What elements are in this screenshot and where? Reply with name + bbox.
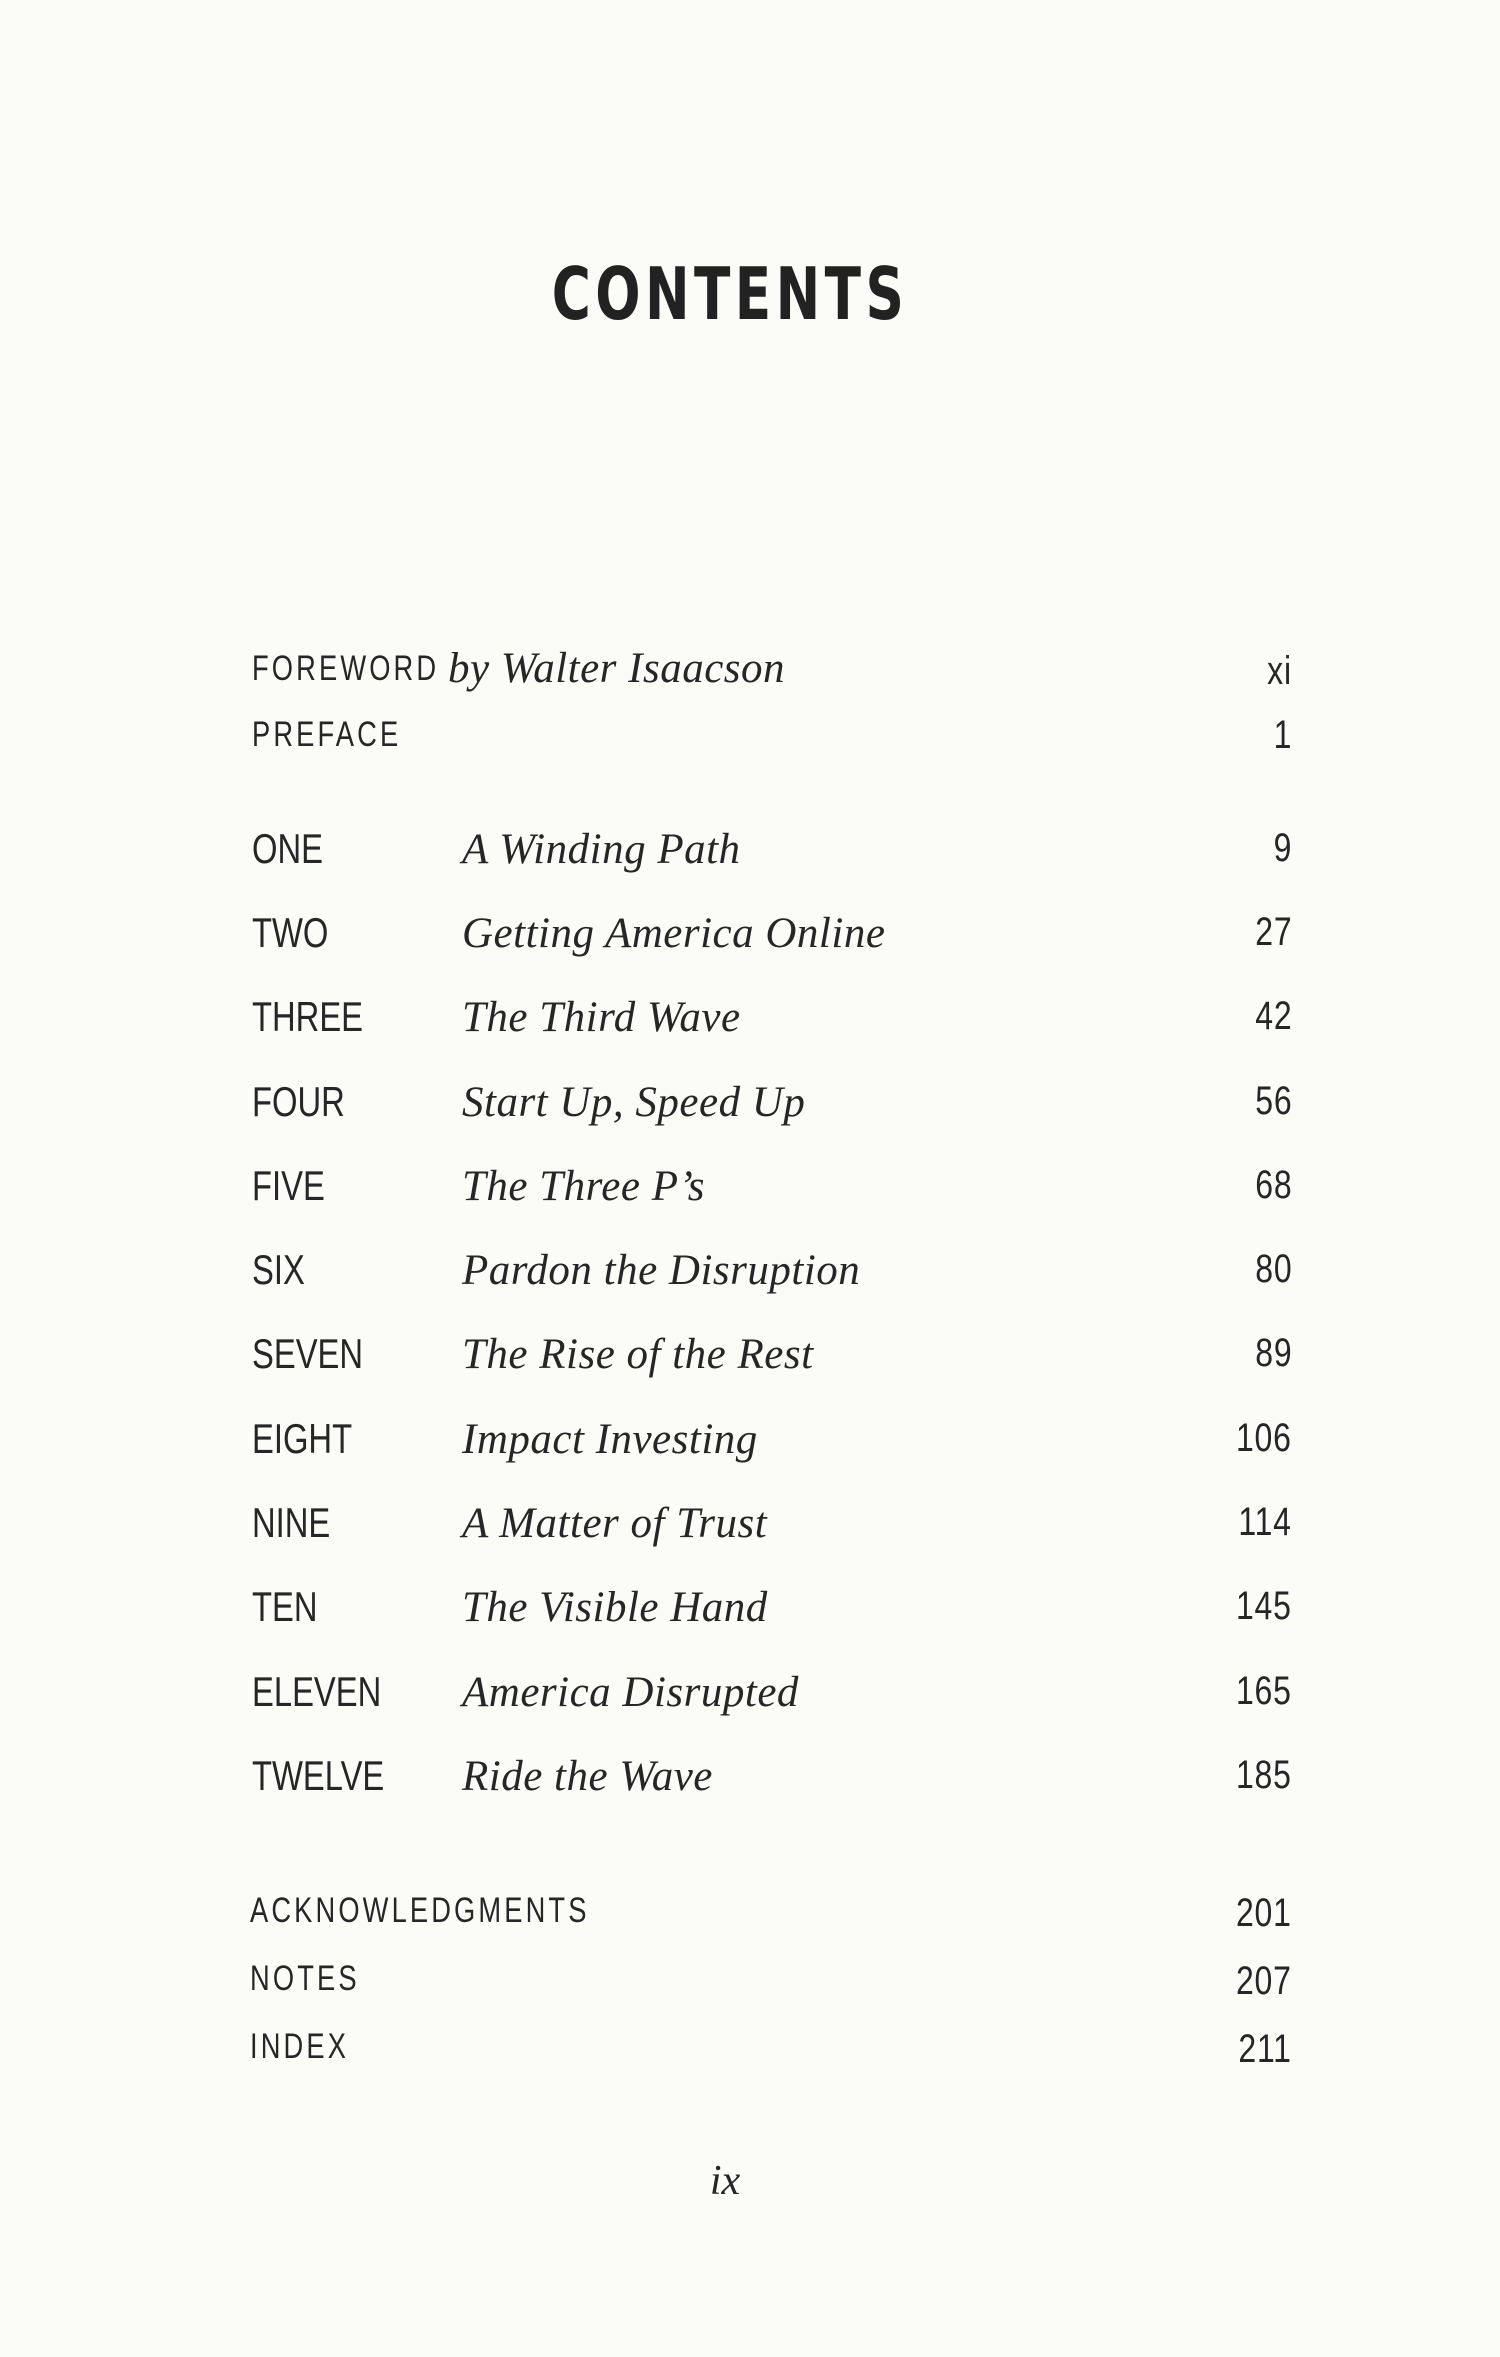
toc-entry-acknowledgments: [0, 1893, 1500, 1953]
toc-chapter-row: [0, 1499, 1500, 1562]
toc-chapter-row: [0, 1668, 1500, 1731]
toc-entry-notes: [0, 1961, 1500, 2021]
chapter-title: A Matter of Trust: [462, 1500, 768, 1547]
toc-chapter-row: [0, 1752, 1500, 1815]
chapter-number: FOUR: [252, 1078, 345, 1125]
chapter-number: ONE: [252, 825, 323, 872]
chapter-number: EIGHT: [252, 1415, 353, 1462]
chapter-title: Getting America Online: [462, 910, 886, 957]
chapter-page: 165: [1236, 1669, 1292, 1713]
toc-entry-preface: [0, 715, 1500, 775]
chapter-page: 27: [1254, 910, 1292, 954]
chapter-page: 106: [1236, 1416, 1292, 1460]
chapter-number: TWELVE: [252, 1752, 385, 1799]
chapter-title: A Winding Path: [462, 826, 741, 873]
entry-page: 1: [1273, 713, 1292, 757]
chapter-number: FIVE: [252, 1162, 325, 1209]
chapter-title: The Three P’s: [462, 1163, 705, 1210]
chapter-page: 56: [1254, 1079, 1292, 1123]
chapter-title: The Third Wave: [462, 994, 741, 1041]
chapter-page: 114: [1238, 1500, 1292, 1544]
entry-page: 201: [1236, 1891, 1292, 1935]
toc-chapter-row: [0, 1246, 1500, 1309]
chapter-number: ELEVEN: [252, 1668, 382, 1715]
chapter-number: THREE: [252, 993, 364, 1040]
toc-entry-foreword: [0, 647, 1500, 707]
entry-label: FOREWORD: [252, 649, 440, 688]
chapter-page: 9: [1273, 826, 1292, 870]
chapter-page: 185: [1236, 1753, 1292, 1797]
toc-chapter-row: [0, 1162, 1500, 1225]
entry-page: 211: [1238, 2027, 1292, 2071]
page-title: CONTENTS: [551, 252, 909, 336]
toc-chapter-row: [0, 993, 1500, 1056]
chapter-page: 68: [1254, 1163, 1292, 1207]
entry-page: 207: [1236, 1959, 1292, 2003]
chapter-title: Ride the Wave: [462, 1753, 713, 1800]
toc-chapter-row: [0, 909, 1500, 972]
chapter-title: America Disrupted: [462, 1669, 799, 1716]
chapter-number: NINE: [252, 1499, 331, 1546]
entry-label: INDEX: [250, 2027, 350, 2066]
chapter-number: TEN: [252, 1583, 318, 1630]
entry-page: xi: [1267, 649, 1292, 693]
chapter-title: The Visible Hand: [462, 1584, 768, 1631]
page-folio: ix: [709, 2158, 741, 2204]
toc-chapter-row: [0, 1078, 1500, 1141]
chapter-title: Impact Investing: [462, 1416, 758, 1463]
entry-label: PREFACE: [252, 715, 402, 754]
chapter-number: SIX: [252, 1246, 305, 1293]
entry-label: NOTES: [250, 1959, 360, 1998]
chapter-number: TWO: [252, 909, 329, 956]
chapter-number: SEVEN: [252, 1330, 364, 1377]
toc-chapter-row: [0, 1330, 1500, 1393]
chapter-title: Pardon the Disruption: [462, 1247, 861, 1294]
chapter-page: 42: [1254, 994, 1292, 1038]
toc-chapter-row: [0, 825, 1500, 888]
chapter-title: The Rise of the Rest: [462, 1331, 814, 1378]
toc-chapter-row: [0, 1583, 1500, 1646]
entry-label: ACKNOWLEDGMENTS: [250, 1891, 590, 1930]
chapter-page: 145: [1236, 1584, 1292, 1628]
chapter-title: Start Up, Speed Up: [462, 1079, 806, 1126]
toc-entry-index: [0, 2029, 1500, 2089]
entry-byline: by Walter Isaacson: [448, 645, 786, 692]
toc-chapter-row: [0, 1415, 1500, 1478]
chapter-page: 89: [1254, 1331, 1292, 1375]
chapter-page: 80: [1254, 1247, 1292, 1291]
